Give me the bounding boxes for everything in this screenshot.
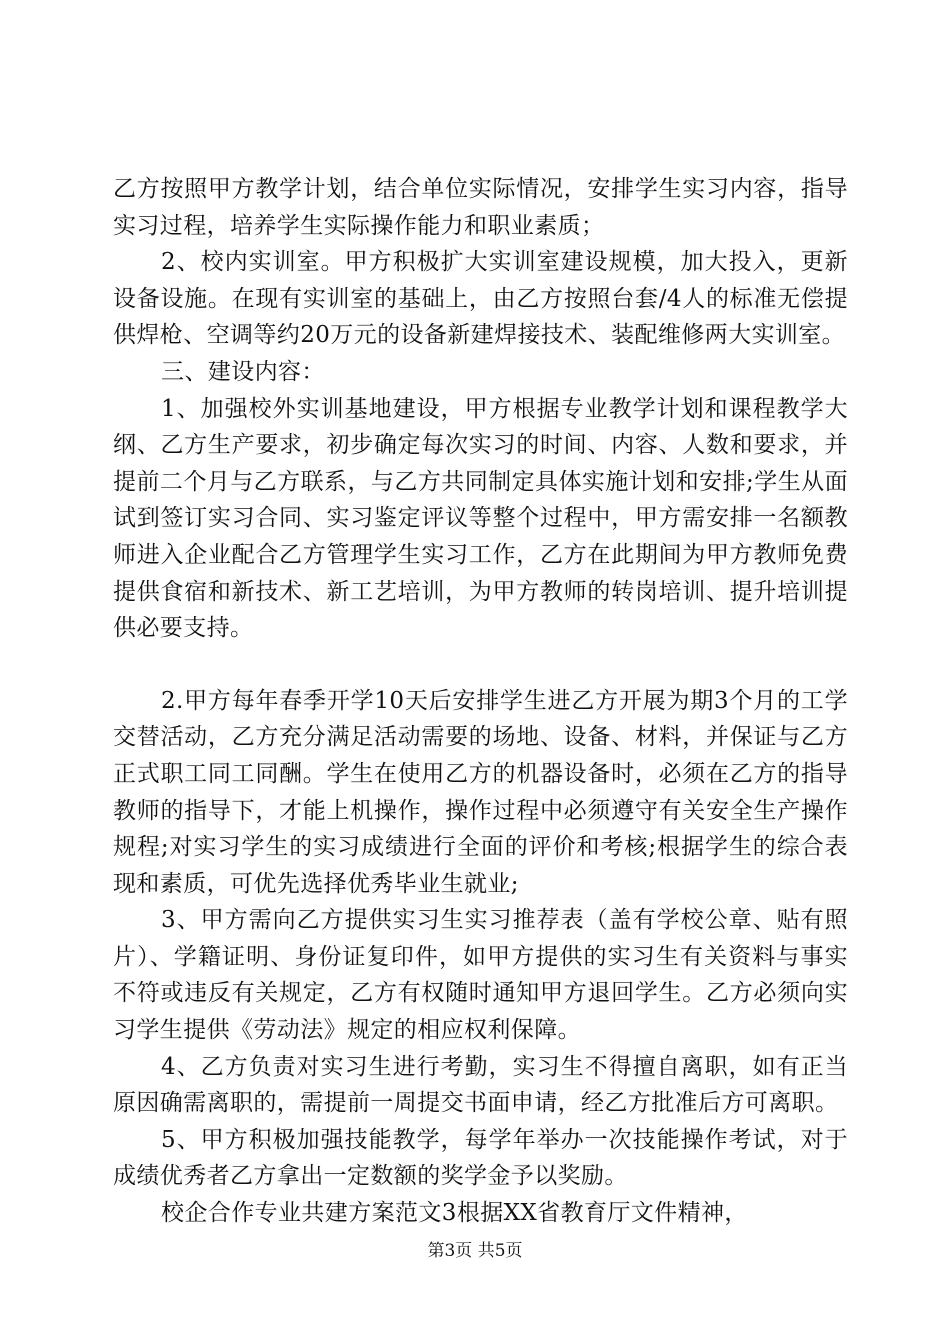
paragraph-internship-arrangement: 乙方按照甲方教学计划，结合单位实际情况，安排学生实习内容，指导实习过程，培养学生实际操作能力和职业素质；	[113, 176, 848, 239]
paragraph-item-4: 4、乙方负责对实习生进行考勤，实习生不得擅自离职，如有正当原因确需离职的，需提前一周提交书面申请，经乙方批准后方可离职。	[113, 1053, 848, 1117]
page-number: 第3页 共5页	[427, 1241, 523, 1261]
paragraph-item-1: 1、加强校外实训基地建设，甲方根据专业教学计划和课程教学大纲、乙方生产要求，初步确定每次实习的时间、内容、人数和要求，并提前二个月与乙方联系，与乙方共同制定具体实施计划和安排;学生从面试到签订实习合同、实习鉴定评议等整个过程中，甲方需安排一名额教师进入企业配合乙方管理学生实习工作，乙方在此期间为甲方教师免费提供食宿和新技术、新工艺培训，为甲方教师的转岗培训、提升培训提供必要支持。	[113, 395, 848, 642]
paragraph-next-document-start: 校企合作专业共建方案范文3根据XX省教育厅文件精神，	[161, 1200, 748, 1227]
section-heading-construction-content: 三、建设内容：	[161, 358, 325, 385]
document-body	[113, 171, 848, 1232]
paragraph-item-3: 3、甲方需向乙方提供实习生实习推荐表（盖有学校公章、贴有照片）、学籍证明、身份证复印件，如甲方提供的实习生有关资料与事实不符或违反有关规定，乙方有权随时通知甲方退回学生。乙方必须向实习学生提供《劳动法》规定的相应权利保障。	[113, 907, 848, 1044]
paragraph-item-2: 2.甲方每年春季开学10天后安排学生进乙方开展为期3个月的工学交替活动，乙方充分满足活动需要的场地、设备、材料，并保证与乙方正式职工同工同酬。学生在使用乙方的机器设备时，必须在乙方的指导教师的指导下，才能上机操作，操作过程中必须遵守有关安全生产操作规程;对实习学生的实习成绩进行全面的评价和考核;根据学生的综合表现和素质，可优先选择优秀毕业生就业;	[113, 687, 848, 897]
page-footer	[0, 1240, 950, 1262]
paragraph-campus-training-room: 2、校内实训室。甲方积极扩大实训室建设规模，加大投入，更新设备设施。在现有实训室的基础上，由乙方按照台套/4人的标准无偿提供焊枪、空调等约20万元的设备新建焊接技术、装配维修两大实训室。	[113, 249, 848, 349]
paragraph-item-5: 5、甲方积极加强技能教学，每学年举办一次技能操作考试，对于成绩优秀者乙方拿出一定数额的奖学金予以奖励。	[113, 1126, 848, 1190]
